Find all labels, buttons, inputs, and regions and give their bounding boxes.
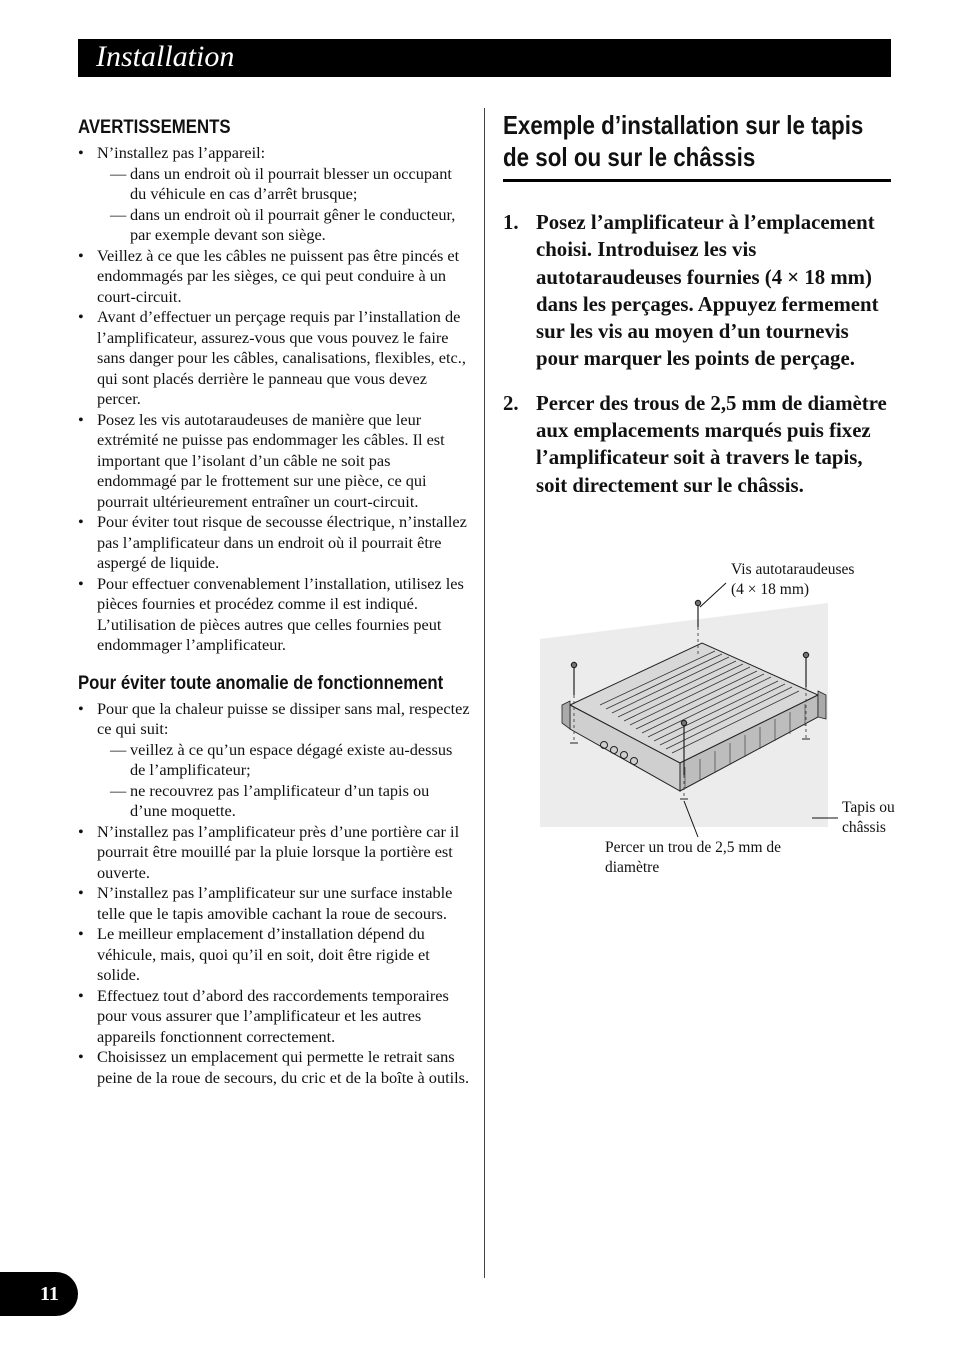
warnings-heading: AVERTISSEMENTS [78, 116, 231, 138]
page-number: 11 [40, 1283, 59, 1305]
bullet-text: N’installez pas l’amplificateur sur une surface instable telle que le tapis amovible cachant la roue de secours. [97, 883, 453, 923]
label-screws-line-1: Vis autotaraudeuses [731, 561, 855, 578]
steps-list [503, 209, 891, 499]
bullet-item [78, 307, 470, 410]
sub-list [97, 740, 470, 822]
bullet-item [78, 512, 470, 574]
installation-figure [530, 555, 910, 885]
label-screws [731, 560, 854, 599]
bullet-item [78, 143, 470, 246]
bullet-text: N’installez pas l’amplificateur près d’une portière car il pourrait être mouillé par la pluie lorsque la portière est ouverte. [97, 821, 460, 882]
bullet-item [78, 822, 470, 884]
label-floor-line-2: châssis [842, 818, 886, 836]
bullet-item [78, 883, 470, 924]
step-text: Percer des trous de 2,5 mm de diamètre aux emplacements marqués puis fixez l’amplificateur soit à travers le tapis, soit directement sur le châssis. [536, 391, 887, 497]
bullet-item [78, 410, 470, 513]
sub-list [97, 164, 470, 246]
step-text: Posez l’amplificateur à l’emplacement choisi. Introduisez les vis autotaraudeuses fournies (4 × 18 mm) dans les perçages. Appuyez fermement sur les vis au moyen d’un tournevis pour marquer les points de perçage. [536, 211, 879, 371]
bullet-item [78, 986, 470, 1048]
page-number-badge [0, 1272, 78, 1316]
page-title: Installation [96, 40, 235, 73]
column-divider [484, 108, 485, 1278]
bullet-item [78, 574, 470, 656]
malfunction-heading: Pour éviter toute anomalie de fonctionnement [78, 671, 444, 694]
header-bar [78, 39, 891, 77]
step-item [503, 390, 891, 499]
bullet-text: Posez les vis autotaraudeuses de manière que leur extrémité ne puisse pas endommager les câbles. Il est important que l’isolant d’un câble ne soit pas endommagé par le frottement sur une pièce, ce qui pourrait ultérieurement entraîner un court-circuit. [97, 409, 445, 511]
bullet-text: N’installez pas l’appareil: [97, 143, 266, 162]
title-rule [503, 179, 891, 182]
bullet-item [78, 699, 470, 822]
bullet-text: Effectuez tout d’abord des raccordements temporaires pour vous assurer que l’amplificateur et les autres appareils fonctionnent correctement. [97, 985, 449, 1046]
left-column [78, 111, 470, 1088]
sub-item: — veillez à ce qu’un espace dégagé existe au-dessus de l’amplificateur; [97, 740, 470, 781]
sub-item: — dans un endroit où il pourrait blesser un occupant du véhicule en cas d’arrêt brusque; [97, 164, 470, 205]
label-hole [605, 838, 781, 877]
bullet-text: Pour éviter tout risque de secousse électrique, n’installez pas l’amplificateur dans un endroit où il pourrait être aspergé de liquide. [97, 512, 467, 572]
bullet-text: Le meilleur emplacement d’installation dépend du véhicule, mais, quoi qu’il en soit, doit être rigide et solide. [97, 924, 430, 984]
step-item [503, 209, 891, 373]
sub-item: — ne recouvrez pas l’amplificateur d’un tapis ou d’une moquette. [97, 781, 470, 822]
step-number: 2. [503, 391, 519, 415]
warnings-list [78, 143, 470, 656]
installation-example-title: Exemple d’installation sur le tapis de sol ou sur le châssis [503, 110, 864, 172]
label-hole-line-2: diamètre [605, 858, 660, 876]
bullet-text: Veillez à ce que les câbles ne puissent pas être pincés et endommagés par les sièges, ce qui peut conduire à un court-circuit. [97, 245, 460, 306]
bullet-text: Pour effectuer convenablement l’installation, utilisez les pièces fournies et procédez comme il est indiqué. L’utilisation de pièces autres que celles fournies peut endommager l’amplificateur. [97, 573, 464, 654]
bullet-text: Choisissez un emplacement qui permette le retrait sans peine de la roue de secours, du cric et de la boîte à outils. [97, 1047, 470, 1087]
right-column [503, 108, 891, 516]
label-floor-line-1: Tapis ou [842, 799, 895, 816]
label-floor [842, 798, 895, 837]
step-number: 1. [503, 211, 519, 234]
bullet-item [78, 246, 470, 308]
label-screws-line-2: (4 × 18 mm) [731, 580, 810, 598]
bullet-item [78, 1047, 470, 1088]
label-hole-line-1: Percer un trou de 2,5 mm de [605, 839, 782, 856]
bullet-item [78, 924, 470, 986]
bullet-text: Avant d’effectuer un perçage requis par l’installation de l’amplificateur, assurez-vous que vous pouvez le faire sans danger pour les câbles, canalisations, flexibles, etc., qui sont placés derrière le panneau que vous devez percer. [97, 307, 466, 408]
sub-item: — dans un endroit où il pourrait gêner le conducteur, par exemple devant son siège. [97, 205, 470, 246]
bullet-text: Pour que la chaleur puisse se dissiper sans mal, respectez ce qui suit: [97, 698, 470, 738]
malfunction-list [78, 699, 470, 1089]
